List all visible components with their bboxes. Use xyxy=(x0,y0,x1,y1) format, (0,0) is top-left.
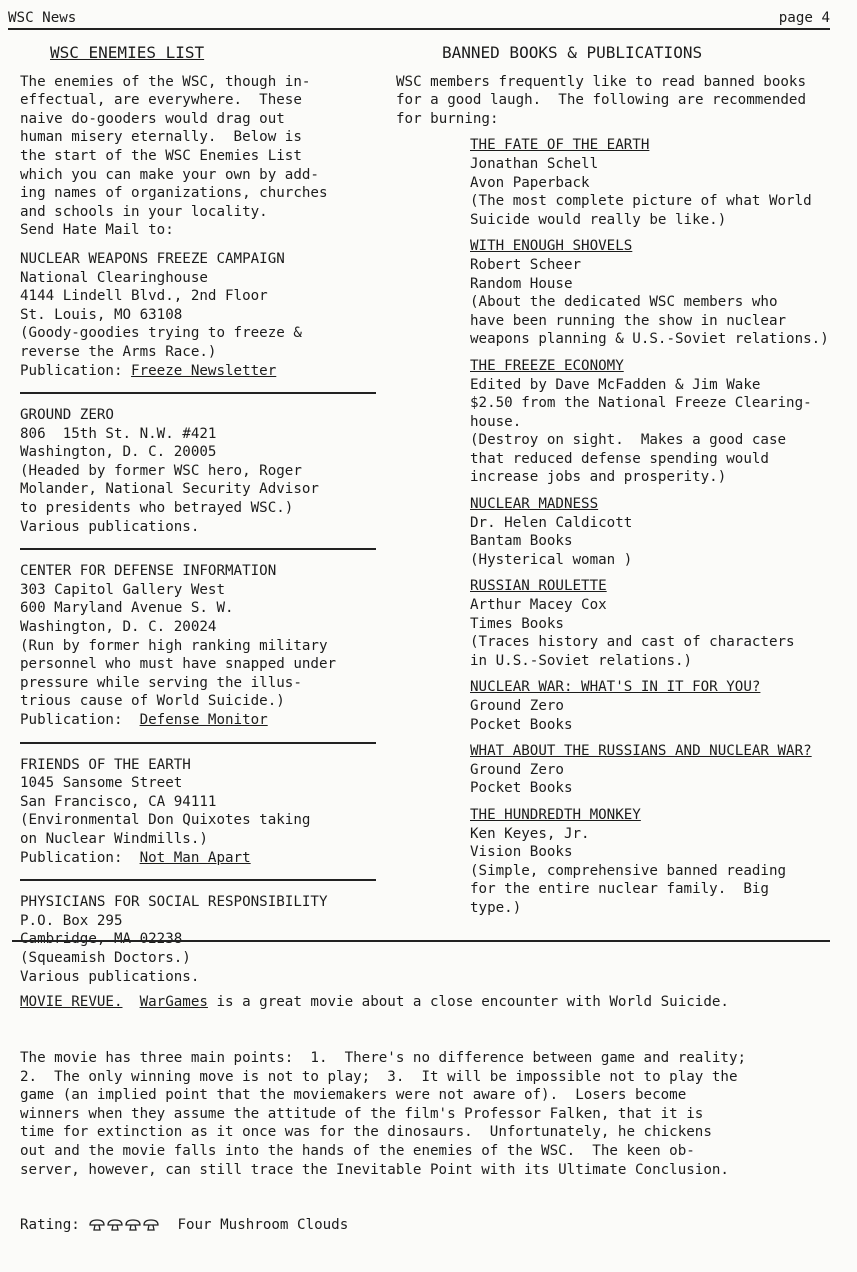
enemies-intro-line: The enemies of the WSC, though in- xyxy=(20,73,311,90)
book-detail-line: Vision Books xyxy=(470,844,573,861)
banned-books-intro-line: for burning: xyxy=(396,110,499,127)
book-title: NUCLEAR WAR: WHAT'S IN IT FOR YOU? xyxy=(470,679,761,696)
book-title: THE FREEZE ECONOMY xyxy=(470,357,624,374)
enemy-entry-line: (Goody-goodies trying to freeze & xyxy=(20,325,302,342)
book-detail-line: (About the dedicated WSC members who xyxy=(470,294,778,311)
enemy-entry-line: 303 Capitol Gallery West xyxy=(20,581,225,598)
entry-separator xyxy=(20,392,376,394)
enemy-entry xyxy=(20,250,380,380)
book-entry xyxy=(470,806,842,918)
entry-separator xyxy=(20,548,376,550)
book-detail-line: Pocket Books xyxy=(470,716,573,733)
page-number: page 4 xyxy=(778,10,830,26)
mushroom-cloud-icon xyxy=(124,1219,142,1231)
book-detail-line: Random House xyxy=(470,275,573,292)
book-title: RUSSIAN ROULETTE xyxy=(470,578,607,595)
enemies-intro-line: which you can make your own by add- xyxy=(20,166,319,183)
movie-review-first-text: is a great movie about a close encounter with World Suicide. xyxy=(207,994,729,1011)
book-entry xyxy=(470,678,842,734)
enemy-entry-line: NUCLEAR WEAPONS FREEZE CAMPAIGN xyxy=(20,250,285,267)
banned-books-title: BANNED BOOKS & PUBLICATIONS xyxy=(442,43,703,62)
rating-icons xyxy=(88,1217,160,1233)
enemy-entry-line: GROUND ZERO xyxy=(20,407,114,424)
book-detail-line: (The most complete picture of what World xyxy=(470,193,812,210)
enemy-entry-line: St. Louis, MO 63108 xyxy=(20,306,183,323)
publication-name: Defense Monitor xyxy=(139,712,268,728)
book-detail-line: Bantam Books xyxy=(470,533,573,550)
book-detail-line: Ground Zero xyxy=(470,761,564,778)
enemy-publication xyxy=(20,711,380,730)
enemies-intro-line: effectual, are everywhere. These xyxy=(20,92,302,109)
entry-separator xyxy=(20,742,376,744)
book-detail-line: Ken Keyes, Jr. xyxy=(470,825,590,842)
enemy-entry-line: (Environmental Don Quixotes taking xyxy=(20,812,311,829)
enemy-entry-line: 600 Maryland Avenue S. W. xyxy=(20,600,234,617)
book-detail-line: Arthur Macey Cox xyxy=(470,597,607,614)
enemies-intro-line: the start of the WSC Enemies List xyxy=(20,147,302,164)
mushroom-cloud-icon xyxy=(88,1219,106,1231)
book-detail-line: Edited by Dave McFadden & Jim Wake xyxy=(470,376,761,393)
book-detail-line: (Destroy on sight. Makes a good case xyxy=(470,432,787,449)
book-detail-line: that reduced defense spending would xyxy=(470,450,769,467)
section-divider xyxy=(12,940,830,942)
book-detail-line: Dr. Helen Caldicott xyxy=(470,514,633,531)
enemies-intro xyxy=(20,73,380,240)
movie-review xyxy=(20,956,830,1272)
book-detail-line: Suicide would really be like.) xyxy=(470,211,727,228)
enemies-intro-line: Send Hate Mail to: xyxy=(20,222,174,239)
enemies-intro-line: naive do-gooders would drag out xyxy=(20,110,285,127)
movie-review-line: time for extinction as it once was for the dinosaurs. Unfortunately, he chickens xyxy=(20,1124,712,1141)
enemy-entry-line: trious cause of World Suicide.) xyxy=(20,693,285,710)
book-detail-line: in U.S.-Soviet relations.) xyxy=(470,652,693,669)
enemy-entry-line: Molander, National Security Advisor xyxy=(20,481,319,498)
book-title: WHAT ABOUT THE RUSSIANS AND NUCLEAR WAR? xyxy=(470,743,812,760)
enemies-list-column xyxy=(20,44,380,986)
publication-label: Publication: xyxy=(20,362,132,379)
enemy-entry-line: Various publications. xyxy=(20,518,200,535)
movie-review-line: winners when they assume the attitude of the film's Professor Falken, that it is xyxy=(20,1105,704,1122)
book-entry xyxy=(470,742,842,798)
banned-books-intro-line: WSC members frequently like to read banned books xyxy=(396,73,806,90)
publication-label: Publication: xyxy=(20,712,140,728)
movie-title: WarGames xyxy=(139,994,208,1011)
entry-separator xyxy=(20,879,376,881)
book-detail-line: $2.50 from the National Freeze Clearing- xyxy=(470,395,812,412)
enemy-publication xyxy=(20,362,380,381)
movie-review-line: out and the movie falls into the hands of the enemies of the WSC. The keen ob- xyxy=(20,1142,695,1159)
book-detail-line: (Hysterical woman ) xyxy=(470,551,633,568)
banned-books-list xyxy=(396,136,842,917)
book-detail-line: (Traces history and cast of characters xyxy=(470,634,795,651)
movie-review-line: 2. The only winning move is not to play; 3. It will be impossible not to play the xyxy=(20,1068,738,1085)
book-detail-line: weapons planning & U.S.-Soviet relations.) xyxy=(470,331,829,348)
enemies-list-title: WSC ENEMIES LIST xyxy=(50,43,205,62)
enemy-entry-line: Cambridge, MA 02238 xyxy=(20,931,183,948)
enemy-entry xyxy=(20,756,380,868)
movie-review-line: The movie has three main points: 1. There's no difference between game and reality; xyxy=(20,1049,747,1066)
book-title: WITH ENOUGH SHOVELS xyxy=(470,238,633,255)
book-entry xyxy=(470,357,842,487)
enemy-entry-line: on Nuclear Windmills.) xyxy=(20,830,208,847)
enemies-intro-line: ing names of organizations, churches xyxy=(20,185,328,202)
book-entry xyxy=(470,136,842,229)
banned-books-intro-line: for a good laugh. The following are recommended xyxy=(396,92,806,109)
book-detail-line: Robert Scheer xyxy=(470,256,582,273)
publication-name: Not Man Apart xyxy=(139,849,251,866)
enemy-entry-line: pressure while serving the illus- xyxy=(20,674,302,691)
enemy-entry-line: 4144 Lindell Blvd., 2nd Floor xyxy=(20,288,268,305)
enemy-entry-line: San Francisco, CA 94111 xyxy=(20,793,217,810)
publication-name: Freeze Newsletter xyxy=(131,362,277,379)
book-entry xyxy=(470,495,842,569)
book-detail-line: Pocket Books xyxy=(470,780,573,797)
book-detail-line: for the entire nuclear family. Big xyxy=(470,881,769,898)
movie-review-label: MOVIE REVUE. xyxy=(20,994,123,1011)
book-detail-line: Ground Zero xyxy=(470,698,564,714)
enemy-entry-line: P.O. Box 295 xyxy=(20,912,123,929)
enemy-entry-line: PHYSICIANS FOR SOCIAL RESPONSIBILITY xyxy=(20,894,328,911)
publication-label: Publication: xyxy=(20,849,140,866)
enemy-entry xyxy=(20,406,380,536)
enemy-entry-line: National Clearinghouse xyxy=(20,269,208,286)
book-title: THE FATE OF THE EARTH xyxy=(470,137,650,154)
rating-label: Rating: xyxy=(20,1217,80,1234)
movie-review-first-line xyxy=(20,993,830,1012)
mushroom-cloud-icon xyxy=(142,1219,160,1231)
enemy-entry-line: CENTER FOR DEFENSE INFORMATION xyxy=(20,563,277,580)
book-title: THE HUNDREDTH MONKEY xyxy=(470,806,641,823)
enemy-entry-line: personnel who must have snapped under xyxy=(20,656,337,673)
movie-review-body xyxy=(20,1049,830,1179)
book-detail-line: house. xyxy=(470,413,522,430)
book-detail-line: increase jobs and prosperity.) xyxy=(470,469,727,486)
enemies-entries xyxy=(20,250,380,986)
book-detail-line: Jonathan Schell xyxy=(470,155,599,172)
enemy-entry-line: FRIENDS OF THE EARTH xyxy=(20,756,191,773)
enemy-entry xyxy=(20,562,380,729)
rating-text: Four Mushroom Clouds xyxy=(177,1217,349,1234)
banned-books-intro xyxy=(396,73,842,129)
movie-review-line: server, however, can still trace the Inevitable Point with its Ultimate Conclusion. xyxy=(20,1161,729,1178)
enemy-entry-line: Various publications. xyxy=(20,968,200,985)
newsletter-name: WSC News xyxy=(8,10,77,26)
enemy-entry-line: (Squeamish Doctors.) xyxy=(20,949,191,966)
book-detail-line: Times Books xyxy=(470,615,564,632)
enemy-entry-line: 1045 Sansome Street xyxy=(20,775,183,792)
enemy-entry-line: Washington, D. C. 20024 xyxy=(20,619,217,636)
movie-review-line: game (an implied point that the moviemakers were not aware of). Losers become xyxy=(20,1087,687,1104)
mushroom-cloud-icon xyxy=(106,1219,124,1231)
enemy-entry-line: (Headed by former WSC hero, Roger xyxy=(20,462,302,479)
page-header xyxy=(8,8,830,30)
book-detail-line: (Simple, comprehensive banned reading xyxy=(470,862,787,879)
enemy-entry-line: reverse the Arms Race.) xyxy=(20,343,217,360)
book-detail-line: type.) xyxy=(470,899,522,916)
movie-rating xyxy=(20,1216,830,1235)
enemy-entry-line: to presidents who betrayed WSC.) xyxy=(20,500,294,517)
enemy-publication xyxy=(20,849,380,868)
enemy-entry-line: (Run by former high ranking military xyxy=(20,637,328,654)
banned-books-column xyxy=(396,44,842,918)
book-title: NUCLEAR MADNESS xyxy=(470,496,599,513)
enemies-intro-line: and schools in your locality. xyxy=(20,203,268,220)
book-detail-line: have been running the show in nuclear xyxy=(470,312,787,329)
enemy-entry-line: Washington, D. C. 20005 xyxy=(20,444,217,461)
enemies-intro-line: human misery eternally. Below is xyxy=(20,129,302,146)
enemy-entry-line: 806 15th St. N.W. #421 xyxy=(20,425,217,442)
book-entry xyxy=(470,237,842,349)
book-entry xyxy=(470,577,842,670)
book-detail-line: Avon Paperback xyxy=(470,174,590,191)
